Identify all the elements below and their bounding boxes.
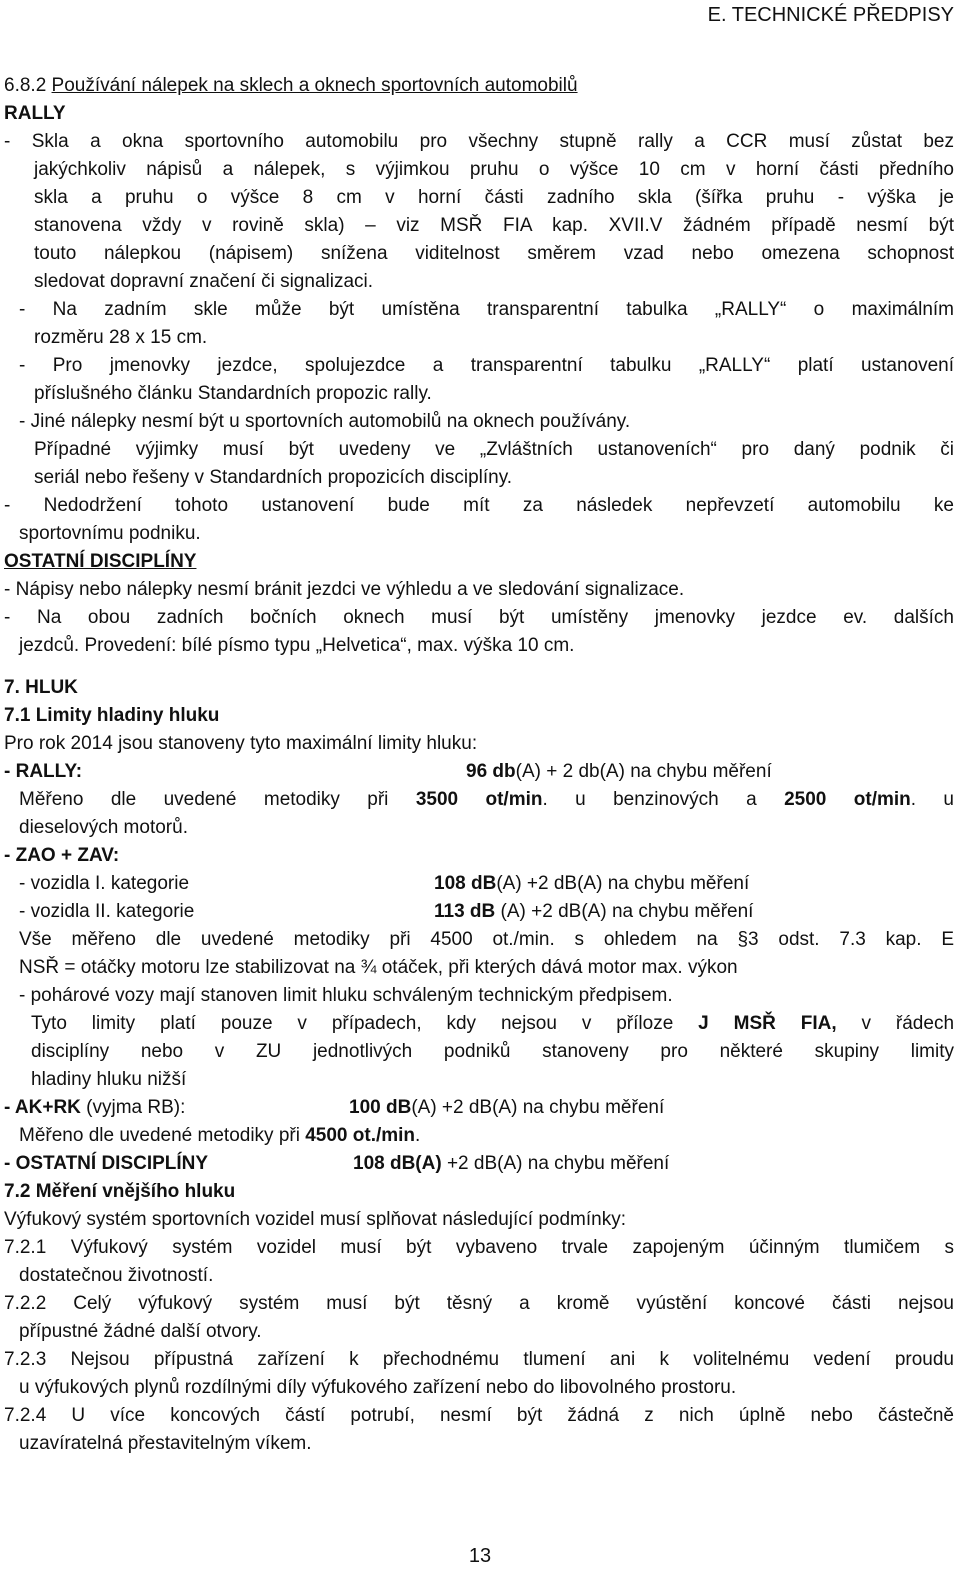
category-label: - vozidla II. kategorie [19, 901, 195, 922]
paragraph-line: seriál nebo řešeny v Standardních propozicích disciplíny. [34, 467, 513, 488]
zao-label: - ZAO + ZAV: [4, 845, 120, 866]
rally-limit: 96 db(A) + 2 db(A) na chybu měření [466, 761, 772, 782]
ostatni-label: - OSTATNÍ DISCIPLÍNY [4, 1153, 209, 1174]
page-number: 13 [468, 1545, 492, 1567]
paragraph-line: přípustné žádné další otvory. [19, 1321, 262, 1342]
paragraph-line: - Na obou zadních bočních oknech musí být umístěny jmenovky jezdce ev. dalších [4, 607, 954, 628]
paragraph-line: uzavíratelná přestavitelným víkem. [19, 1433, 312, 1454]
paragraph-line: sportovnímu podniku. [19, 523, 201, 544]
paragraph-line: Výfukový systém sportovních vozidel musí splňovat následující podmínky: [4, 1209, 626, 1230]
paragraph-line: Pro rok 2014 jsou stanoveny tyto maximální limity hluku: [4, 733, 478, 754]
subsection-heading: 7.2 Měření vnějšího hluku [4, 1181, 236, 1202]
paragraph-line: sledovat dopravní značení či signalizaci. [34, 271, 374, 292]
paragraph-line: Měřeno dle uvedené metodiky při 4500 ot./min. [19, 1125, 421, 1146]
ostatni-limit: 108 dB(A) +2 dB(A) na chybu měření [353, 1153, 670, 1174]
paragraph-line: rozměru 28 x 15 cm. [34, 327, 208, 348]
paragraph-line: 7.2.2 Celý výfukový systém musí být těsný a kromě vyústění koncové části nejsou [4, 1293, 954, 1314]
paragraph-line: skla a pruhu o výšce 8 cm v horní části zadního skla (šířka pruhu - výška je [34, 187, 954, 208]
category-limit: 108 dB(A) +2 dB(A) na chybu měření [434, 873, 750, 894]
category-limit: 113 dB (A) +2 dB(A) na chybu měření [434, 901, 754, 922]
ostatni-subheading: OSTATNÍ DISCIPLÍNY [4, 551, 197, 572]
paragraph-line: - Pro jmenovky jezdce, spolujezdce a transparentní tabulku „RALLY“ platí ustanovení [19, 355, 954, 376]
paragraph-line: - Nedodržení tohoto ustanovení bude mít za následek nepřevzetí automobilu ke [4, 495, 954, 516]
paragraph-line: u výfukových plynů rozdílnými díly výfukového zařízení nebo do libovolného prostoru. [19, 1377, 737, 1398]
paragraph-line: jezdců. Provedení: bílé písmo typu „Helvetica“, max. výška 10 cm. [19, 635, 575, 656]
paragraph-line: - Na zadním skle může být umístěna transparentní tabulka „RALLY“ o maximálním [19, 299, 954, 320]
running-header: E. TECHNICKÉ PŘEDPISY [707, 4, 954, 26]
category-label: - vozidla I. kategorie [19, 873, 190, 894]
paragraph-line: - Nápisy nebo nálepky nesmí bránit jezdci ve výhledu a ve sledování signalizace. [4, 579, 685, 600]
chapter-heading: 7. HLUK [4, 677, 78, 698]
ak-limit: 100 dB(A) +2 dB(A) na chybu měření [349, 1097, 665, 1118]
paragraph-line: NSŘ = otáčky motoru lze stabilizovat na ¾ otáček, při kterých dává motor max. výkon [19, 957, 738, 978]
section-heading: 6.8.2 Používání nálepek na sklech a oknech sportovních automobilů [4, 75, 578, 96]
paragraph-line: jakýchkoliv nápisů a nálepek, s výjimkou pruhu o výšce 10 cm v horní části předního [34, 159, 954, 180]
section-title: Používání nálepek na sklech a oknech sportovních automobilů [51, 75, 578, 96]
rally-subheading: RALLY [4, 103, 66, 124]
paragraph-line: Měřeno dle uvedené metodiky při 3500 ot/min. u benzinových a 2500 ot/min. u [19, 789, 954, 810]
paragraph-line: dieselových motorů. [19, 817, 188, 838]
paragraph-line: 7.2.3 Nejsou přípustná zařízení k přechodnému tlumení ani k volitelnému vedení proudu [4, 1349, 954, 1370]
paragraph-line: Tyto limity platí pouze v případech, kdy nejsou v příloze J MSŘ FIA, v řádech [31, 1013, 955, 1034]
paragraph-line: - Jiné nálepky nesmí být u sportovních automobilů na oknech používány. [19, 411, 631, 432]
subsection-heading: 7.1 Limity hladiny hluku [4, 705, 220, 726]
paragraph-line: Vše měřeno dle uvedené metodiky při 4500 ot./min. s ohledem na §3 odst. 7.3 kap. E [19, 929, 954, 950]
paragraph-line: disciplíny nebo v ZU jednotlivých podniků stanoveny pro některé skupiny limity [31, 1041, 954, 1062]
ak-label: - AK+RK (vyjma RB): [4, 1097, 186, 1118]
paragraph-line: 7.2.4 U více koncových částí potrubí, nesmí být žádná z nich úplně nebo částečně [4, 1405, 954, 1426]
paragraph-line: 7.2.1 Výfukový systém vozidel musí být vybaveno trvale zapojeným účinným tlumičem s [4, 1237, 954, 1258]
paragraph-line: dostatečnou životností. [19, 1265, 214, 1286]
paragraph-line: příslušného článku Standardních propozic rally. [34, 383, 432, 404]
paragraph-line: touto nálepkou (nápisem) snížena viditelnost směrem vzad nebo omezena schopnost [34, 243, 954, 264]
paragraph-line: - Skla a okna sportovního automobilu pro všechny stupně rally a CCR musí zůstat bez [4, 131, 954, 152]
paragraph-line: - pohárové vozy mají stanoven limit hluku schváleným technickým předpisem. [19, 985, 673, 1006]
paragraph-line: hladiny hluku nižší [31, 1069, 187, 1090]
rally-label: - RALLY: [4, 761, 83, 782]
paragraph-line: stanovena vždy v rovině skla) – viz MSŘ FIA kap. XVII.V žádném případě nesmí být [34, 215, 954, 236]
paragraph-line: Případné výjimky musí být uvedeny ve „Zvláštních ustanoveních“ pro daný podnik či [34, 439, 954, 460]
